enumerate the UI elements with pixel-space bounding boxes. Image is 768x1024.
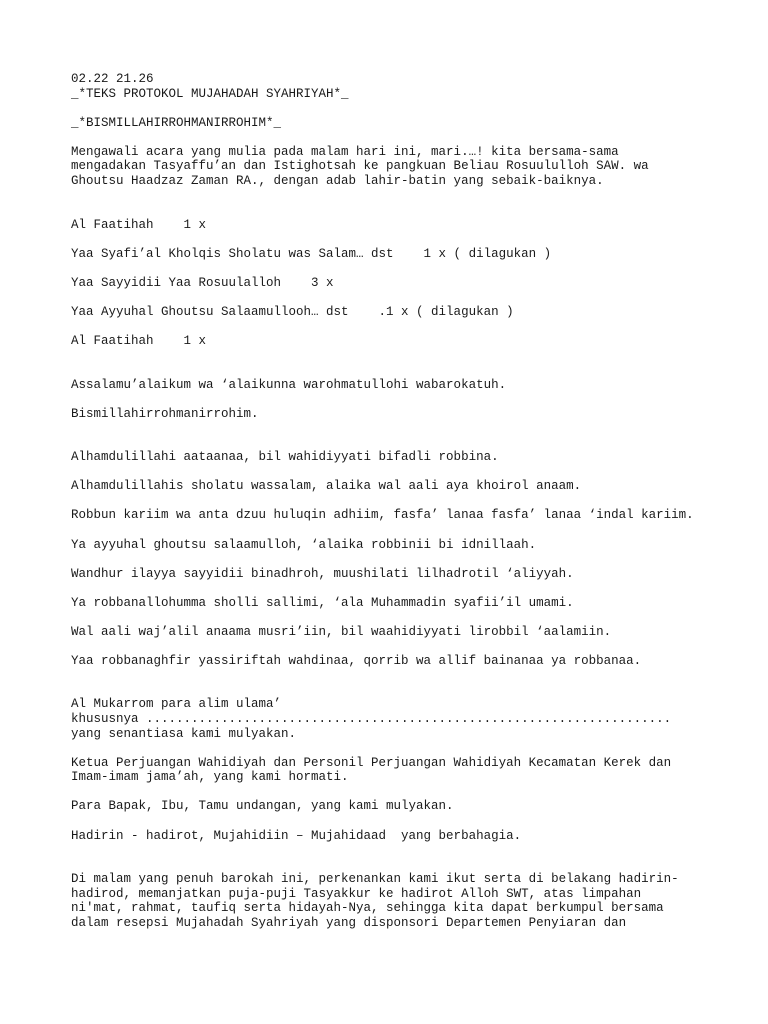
salutation-hadirin: Hadirin - hadirot, Mujahidiin – Mujahidaad yang berbahagia.	[71, 828, 522, 843]
document-page	[71, 72, 731, 931]
praise-line: Alhamdulillahis sholatu wassalam, alaika wal aali aya khoirol anaam.	[71, 479, 582, 494]
reading-line: Yaa Syafi’al Kholqis Sholatu was Salam… dst 1 x ( dilagukan )	[71, 246, 552, 261]
salutation-ketua: Ketua Perjuangan Wahidiyah dan Personil Perjuangan Wahidiyah Kecamatan Kerek dan Imam-imam jama’ah, yang kami hormati.	[71, 755, 672, 785]
praise-line: Robbun kariim wa anta dzuu huluqin adhiim, fasfa’ lanaa fasfa’ lanaa ‘indal kariim.	[71, 508, 694, 523]
praise-line: Ya robbanallohumma sholli sallimi, ‘ala Muhammadin syafii’il umami.	[71, 595, 574, 610]
reading-line: Yaa Ayyuhal Ghoutsu Salaamullooh… dst .1 x ( dilagukan )	[71, 304, 514, 319]
praise-line: Ya ayyuhal ghoutsu salaamulloh, ‘alaika robbinii bi idnillaah.	[71, 537, 537, 552]
document-title: _*TEKS PROTOKOL MUJAHADAH SYAHRIYAH*_	[71, 86, 349, 101]
closing-paragraph: Di malam yang penuh barokah ini, perkenankan kami ikut serta di belakang hadirin- hadirod, memanjatkan puja-puji Tasyakkur ke hadirot Alloh SWT, atas limpahan ni'mat, rahmat, taufiq serta hidayah-Nya, sehingga kita dapat berkumpul bersama dalam resepsi Mujahadah Syahriyah yang disponsori Departemen Penyiaran dan	[71, 872, 679, 930]
reading-line: Al Faatihah 1 x	[71, 333, 207, 348]
salutation-ulama: Al Mukarrom para alim ulama’ khususnya ...................................................................... yang senantiasa kami mulyakan.	[71, 697, 672, 741]
reading-line: Al Faatihah 1 x	[71, 217, 207, 232]
reading-line: Yaa Sayyidii Yaa Rosuulalloh 3 x	[71, 275, 334, 290]
intro-paragraph: Mengawali acara yang mulia pada malam hari ini, mari.…! kita bersama-sama mengadakan Tasyaffu’an dan Istighotsah ke pangkuan Beliau Rosuululloh SAW. wa Ghoutsu Haadzaz Zaman RA., dengan adab lahir-batin yang sebaik-baiknya.	[71, 144, 649, 188]
praise-line: Yaa robbanaghfir yassiriftah wahdinaa, qorrib wa allif bainanaa ya robbanaa.	[71, 653, 642, 668]
salutation-para-bapak: Para Bapak, Ibu, Tamu undangan, yang kami mulyakan.	[71, 799, 454, 814]
praise-line: Alhamdulillahi aataanaa, bil wahidiyyati bifadli robbina.	[71, 450, 499, 465]
greeting-line: Assalamu’alaikum wa ‘alaikunna warohmatullohi wabarokatuh.	[71, 377, 507, 392]
greeting-line: Bismillahirrohmanirrohim.	[71, 406, 259, 421]
praise-line: Wal aali waj’alil anaama musri’iin, bil waahidiyyati lirobbil ‘aalamiin.	[71, 624, 612, 639]
timestamp: 02.22 21.26	[71, 72, 154, 86]
praise-line: Wandhur ilayya sayyidii binadhroh, muushilati lilhadrotil ‘aliyyah.	[71, 566, 574, 581]
bismillah-heading: _*BISMILLAHIRROHMANIRROHIM*_	[71, 115, 282, 130]
